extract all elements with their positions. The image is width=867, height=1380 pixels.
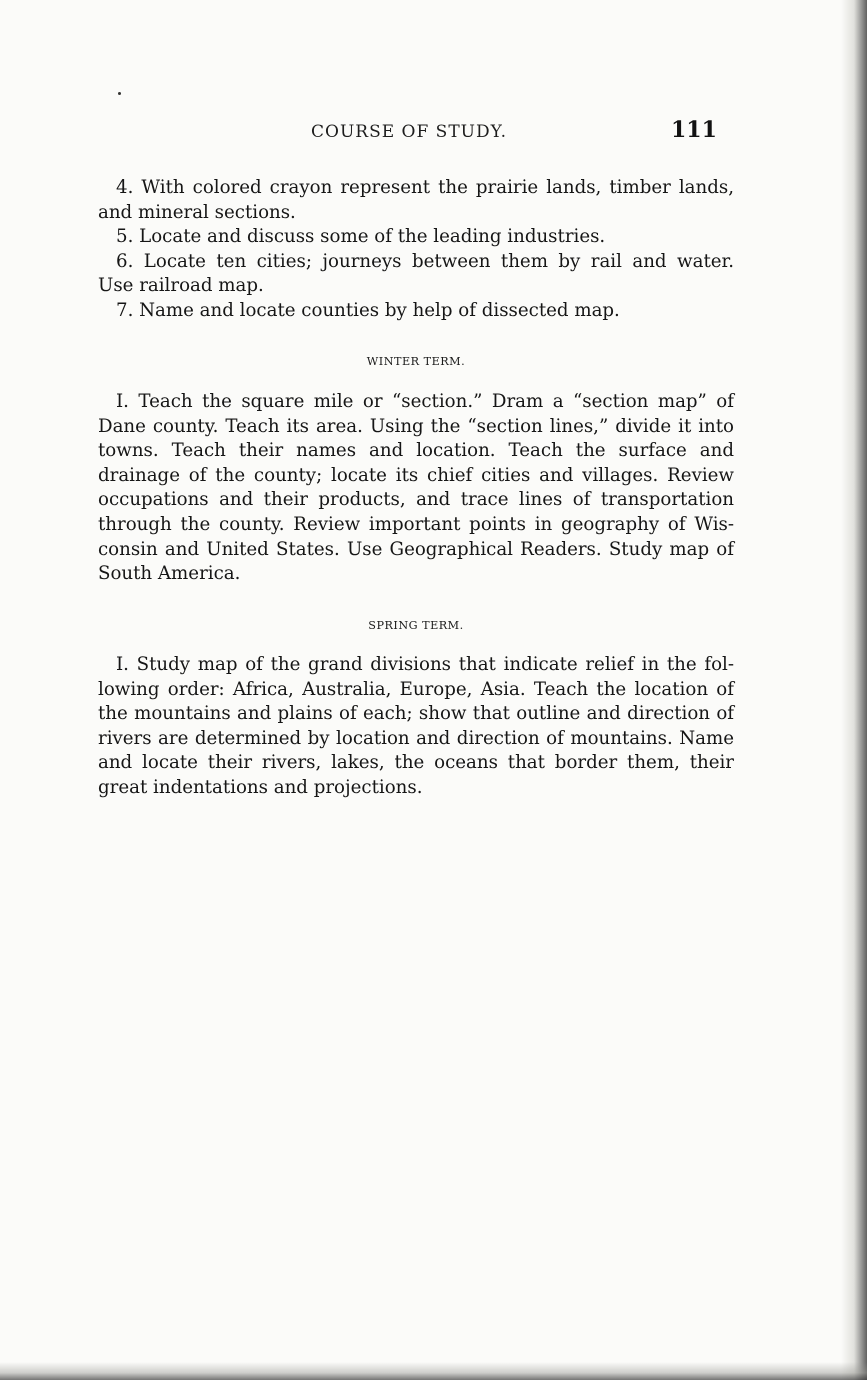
winter-term-paragraph bbox=[98, 390, 734, 587]
winter-line-4: drainage of the county; locate its chief cities and villages. Review bbox=[98, 464, 734, 486]
spring-line-1: I. Study map of the grand divisions that indicate relief in the fol- bbox=[116, 654, 734, 675]
winter-line-3: towns. Teach their names and location. Teach the surface and bbox=[98, 440, 734, 462]
list-item-6-line-2: Use railroad map. bbox=[98, 275, 264, 297]
page-bottom-shadow bbox=[0, 1362, 867, 1380]
list-item-4-line-2: and mineral sections. bbox=[98, 201, 296, 223]
spring-term-paragraph bbox=[98, 653, 734, 801]
page-number: 111 bbox=[671, 117, 717, 143]
winter-term-heading: WINTER TERM. bbox=[366, 355, 466, 368]
list-item-6-line-1: 6. Locate ten cities; journeys between them by rail and water. bbox=[116, 250, 734, 272]
winter-line-8: South America. bbox=[98, 563, 241, 585]
spring-line-6: great indentations and projections. bbox=[98, 776, 423, 798]
spring-line-4: rivers are determined by location and direction of mountains. Name bbox=[98, 727, 734, 749]
winter-line-2: Dane county. Teach its area. Using the “section lines,” divide it into bbox=[98, 415, 734, 437]
spring-line-2: lowing order: Africa, Australia, Europe, Asia. Teach the location of bbox=[98, 678, 734, 700]
winter-line-1: I. Teach the square mile or “section.” Dram a “section map” of bbox=[116, 391, 734, 412]
list-item-4-line-1: 4. With colored crayon represent the prairie lands, timber lands, bbox=[116, 177, 734, 198]
list-item-7-line-1: 7. Name and locate counties by help of dissected map. bbox=[116, 299, 620, 321]
ink-speck bbox=[118, 92, 121, 95]
page-edge-shadow bbox=[841, 0, 867, 1380]
winter-line-5: occupations and their products, and trace lines of transportation bbox=[98, 489, 734, 511]
spring-term-heading: SPRING TERM. bbox=[368, 619, 464, 632]
winter-line-6: through the county. Review important points in geography of Wis- bbox=[98, 513, 734, 535]
winter-line-7: consin and United States. Use Geographical Readers. Study map of bbox=[98, 538, 734, 560]
numbered-list bbox=[98, 176, 734, 324]
list-item-5-line-1: 5. Locate and discuss some of the leading industries. bbox=[116, 226, 606, 248]
spring-line-3: the mountains and plains of each; show that outline and direction of bbox=[98, 703, 734, 725]
running-head: COURSE OF STUDY. bbox=[311, 122, 508, 142]
spring-line-5: and locate their rivers, lakes, the oceans that border them, their bbox=[98, 752, 734, 774]
